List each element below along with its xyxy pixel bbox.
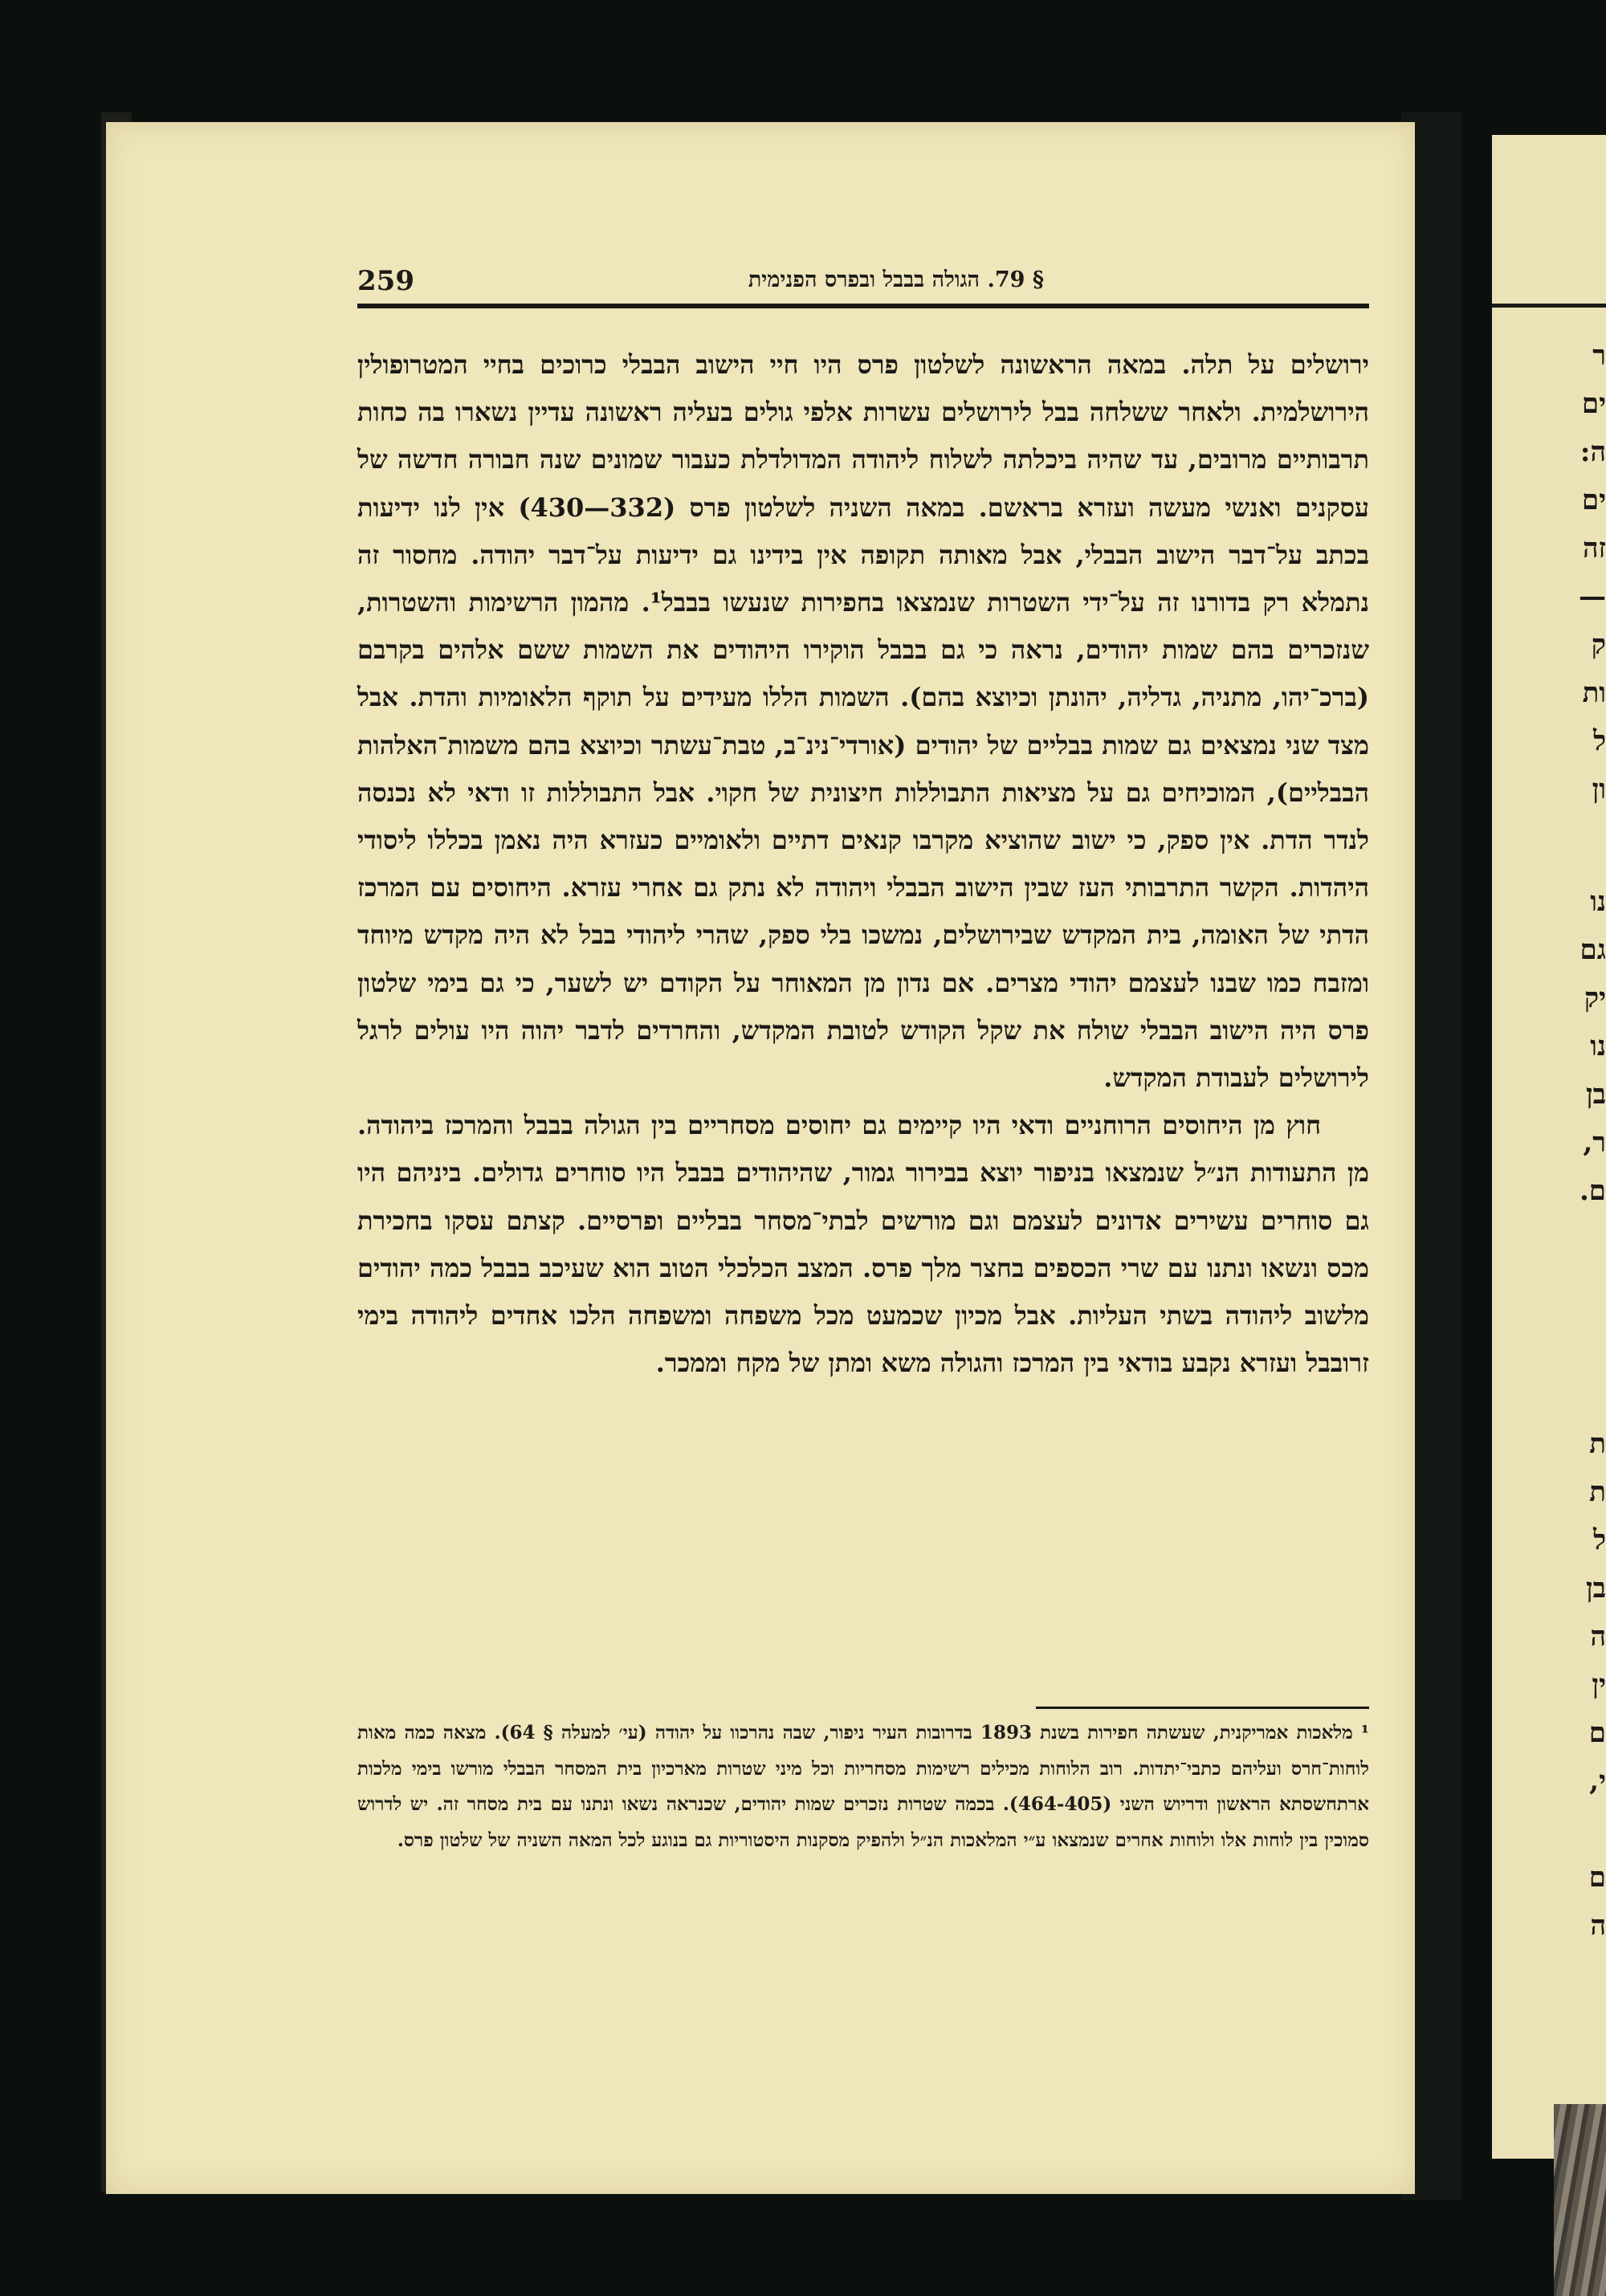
- adjacent-fragment: ים: [1581, 484, 1606, 516]
- main-text: [357, 341, 1369, 1387]
- page-number: 259: [357, 265, 414, 297]
- adjacent-fragment: —: [1579, 581, 1606, 613]
- adjacent-fragment: ם: [1588, 1717, 1606, 1749]
- adjacent-header-rule: [1492, 304, 1606, 308]
- adjacent-fragment: בן: [1585, 1079, 1606, 1111]
- footnote-rule: [1036, 1707, 1369, 1709]
- adjacent-fragment: יק: [1584, 982, 1606, 1014]
- footnote: ¹ מלאכות אמריקנית, שעשתה חפירות בשנת 1893 בדרובות העיר ניפור, שבה נהרכוו על יהודה (עי׳ למעלה § 64). מצאה כמה מאות לוחות־חרס ועליהם כתבי־יתדות. רוב הלוחות מכילים רשימות מסחריות וכל מיני שטרות מארכיון בית המסחר הבבלי מורשו בימי מלכות ארתחשסתא הראשון ודריוש השני (464-405). בכמה שטרות נזכרים שמות יהודים, שכנראה נשאו ונתנו עם בית מסחר זה. יש לדרוש סמוכין בין לוחות אלו ולוחות אחרים שנמצאו ע״י המלאכות הנ״ל ולהפיק מסקנות היסטוריות גם בנוגע לכל המאה השניה של שלטון פרס.: [357, 1722, 1370, 1851]
- header-rule: [357, 304, 1369, 308]
- adjacent-fragment: ון: [1592, 773, 1606, 805]
- bookmark-ribbon: [1554, 2104, 1606, 2296]
- adjacent-fragment: זה: [1582, 532, 1606, 565]
- adjacent-fragment: ר: [1592, 340, 1606, 372]
- adjacent-page: [1492, 135, 1606, 2159]
- adjacent-fragment: ת: [1589, 1476, 1606, 1508]
- adjacent-fragment: ות: [1582, 677, 1606, 709]
- adjacent-fragment: ם: [1588, 1862, 1606, 1894]
- adjacent-fragment: ה:: [1580, 436, 1606, 468]
- adjacent-fragment: ם.: [1579, 1175, 1606, 1207]
- adjacent-fragment: ל: [1593, 1524, 1606, 1556]
- paragraph: ירושלים על תלה. במאה הראשונה לשלטון פרס היו חיי הישוב הבבלי כרוכים בחיי המטרופולין הירושלמית. ולאחר ששלחה בבל לירושלים עשרות אלפי גולים בעליה ראשונה עדיין נשארו בה כחות תרבותיים מרובים, עד שהיה ביכלתה לשלוח ליהודה המדולדלת כעבור שמונים שנה חבורה חדשה של עסקנים ואנשי מעשה ועזרא בראשם. במאה השניה לשלטון פרס (332—430) אין לנו ידיעות בכתב על־דבר הישוב הבבלי, אבל מאותה תקופה אין בידינו גם ידיעות על־דבר יהודה. מחסור זה נתמלא רק בדורנו זה על־ידי השטרות שנמצאו בחפירות שנעשו בבבל¹. מהמון הרשימות והשטרות, שנזכרים בהם שמות יהודים, נראה כי גם בבבל הוקירו היהודים את השמות ששם אלהים בקרבם (ברכ־יהו, מתניה, גדליה, יהונתן וכיוצא בהם). השמות הללו מעידים על תוקף הלאומיות והדת. אבל מצד שני נמצאים גם שמות בבליים של יהודים (אורדי־נינ־ב, טבת־עשתר וכיוצא בהם משמות־האלהות הבבליים), המוכיחים גם על מציאות התבוללות חיצונית של חקוי. אבל התבוללות זו ודאי לא נכנסה לנדר הדת. אין ספק, כי ישוב שהוציא מקרבו קנאים דתיים ולאומיים כעזרא היה נאמן בכללו ליסודי היהדות. הקשר התרבותי העז שבין הישוב הבבלי ויהודה לא נתק גם אחרי עזרא. היחוסים עם המרכז הדתי של האומה, בית המקדש שבירושלים, נמשכו בלי ספק, שהרי ליהודי בבל לא היה מקדש מיוחד ומזבח כמו שבנו לעצמם יהודי מצרים. אם נדון מן המאוחר על הקודם יש לשער, כי גם בימי שלטון פרס היה הישוב הבבלי שולח את שקל הקודש לטובת המקדש, והחרדים לדבר יהוה היו עולים לרגל לירושלים לעבודת המקדש.: [357, 349, 1370, 1094]
- adjacent-fragment: ה: [1590, 1910, 1606, 1942]
- adjacent-fragment: נו: [1590, 1030, 1606, 1062]
- adjacent-fragment: ר,: [1583, 1127, 1606, 1159]
- adjacent-fragment: בן: [1585, 1572, 1606, 1605]
- adjacent-fragment: נו: [1590, 886, 1606, 918]
- paragraph: חוץ מן היחוסים הרוחניים ודאי היו קיימים גם יחוסים מסחריים בין הגולה בבבל והמרכז ביהודה. מן התעודות הנ״ל שנמצאו בניפור יוצא בבירור גמור, שהיהודים בבבל היו סוחרים גדולים. ביניהם היו גם סוחרים עשירים אדונים לעצמם וגם מורשים לבתי־מסחר בבליים ופרסיים. קצתם עסקו בחכירת מכס ונשאו ונתנו עם שרי הכספים בחצר מלך פרס. המצב הכלכלי הטוב הוא שעיכב בבבל כמה יהודים מלשוב ליהודה בשתי העליות. אבל מכיון שכמעט מכל משפחה ומשפחה הלכו אחדים ליהודה בימי זרובבל ועזרא נקבע בודאי בין המרכז והגולה משא ומתן של מקח וממכר.: [357, 1110, 1369, 1379]
- adjacent-fragment: ים: [1581, 388, 1606, 420]
- adjacent-fragment: ת: [1589, 1428, 1606, 1460]
- adjacent-fragment: י,: [1589, 1765, 1606, 1797]
- adjacent-fragment: ה: [1590, 1621, 1606, 1653]
- adjacent-fragment: ין: [1592, 1669, 1606, 1701]
- adjacent-fragment: ק: [1591, 629, 1606, 661]
- adjacent-fragment: ל: [1593, 725, 1606, 757]
- adjacent-fragment: גם: [1580, 934, 1606, 966]
- running-head: § 79. הגולה בבבל ובפרס הפנימית: [748, 267, 1044, 292]
